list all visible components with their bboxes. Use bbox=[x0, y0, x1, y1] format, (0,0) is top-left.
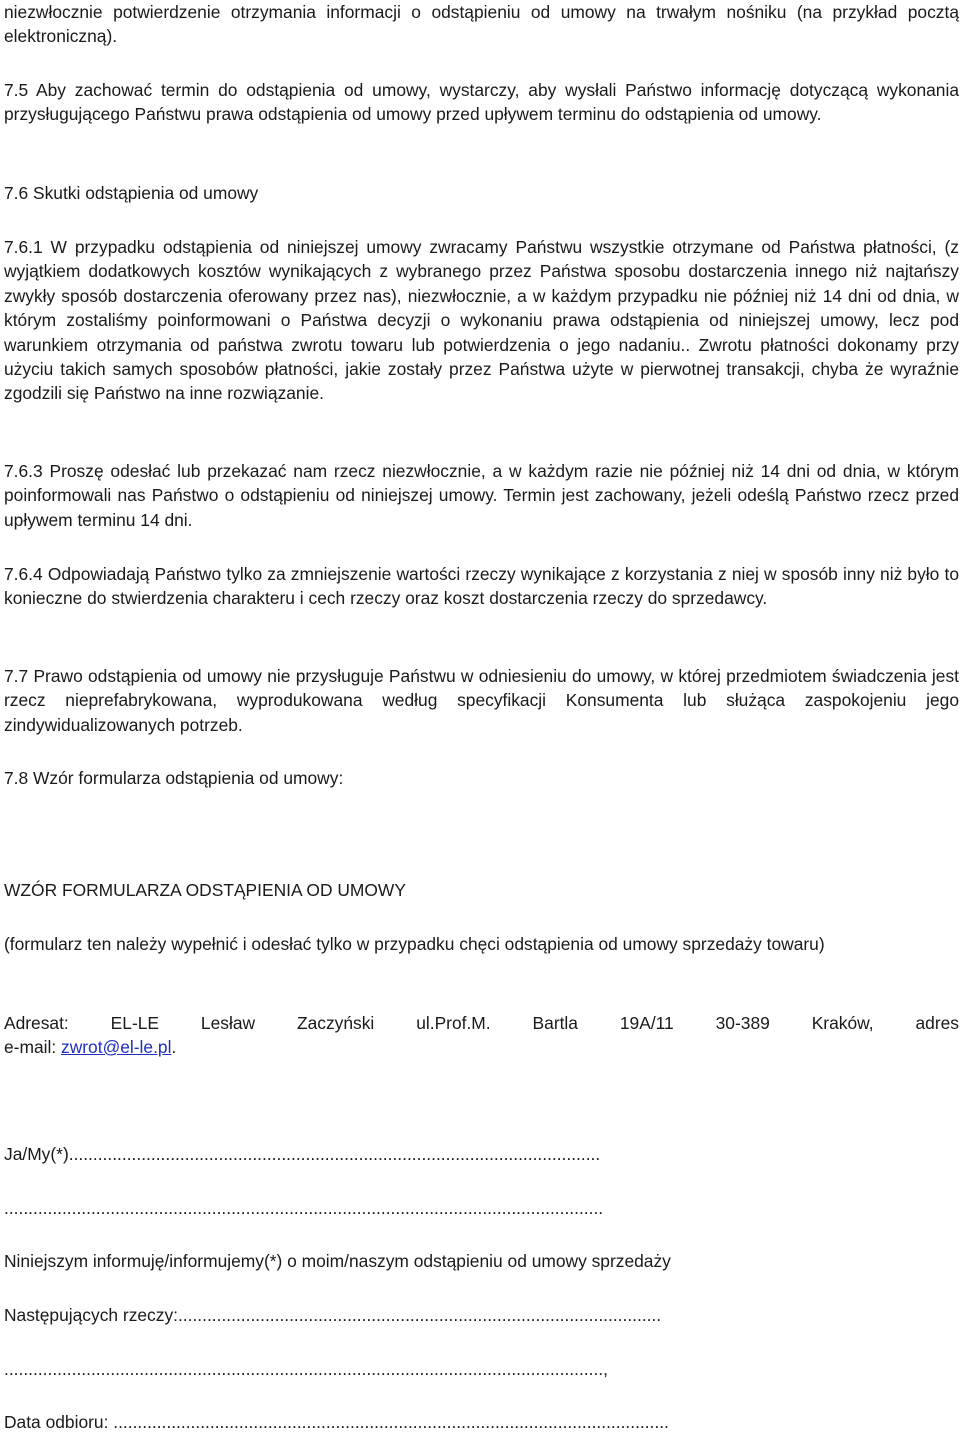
form-statement: Niniejszym informuję/informujemy(*) o moim/naszym odstąpieniu od umowy sprzedaży bbox=[4, 1251, 671, 1271]
paragraph-7-8: 7.8 Wzór formularza odstąpienia od umowy: bbox=[4, 768, 344, 788]
email-suffix: . bbox=[171, 1037, 177, 1057]
paragraph-7-6-1: 7.6.1 W przypadku odstąpienia od niniejszej umowy zwracamy Państwu wszystkie otrzymane od Państwa płatności, (z wyjątkiem dodatkowych kosztów wynikających z wybranego przez Państwa sposobu dostarczenia innego niż najtańszy zwykły sposób dostarczenia oferowany przez nas), niezwłocznie, a w każdym przypadku nie później niż 14 dni od dnia, w którym zostaliśmy poinformowani o Państwa decyzji o wykonaniu prawa odstąpienia od niniejszej umowy, lecz pod warunkiem otrzymania od państwa zwrotu towaru lub potwierdzenia o jego nadaniu.. Zwrotu płatności dokonamy przy użyciu takich samych sposobów płatności, jakie zostały przez Państwa użyte w pierwotnej transakcji, chyba że wyraźnie zgodzili się Państwo na inne rozwiązanie. bbox=[4, 237, 959, 404]
paragraph-7-6-4: 7.6.4 Odpowiadają Państwo tylko za zmniejszenie wartości rzeczy wynikające z korzystania z niej w sposób inny niż było to konieczne do stwierdzenia charakteru i cech rzeczy oraz koszt dostarczenia rzeczy do sprzedawcy. bbox=[4, 564, 959, 609]
section-heading-7-6: 7.6 Skutki odstąpienia od umowy bbox=[4, 183, 259, 203]
form-email-line bbox=[4, 1035, 176, 1059]
paragraph-intro: niezwłocznie potwierdzenie otrzymania informacji o odstąpieniu od umowy na trwałym nośniku (na przykład pocztą elektroniczną). bbox=[4, 2, 959, 47]
form-field-dots-2: ............................................................................................................................, bbox=[4, 1359, 608, 1379]
paragraph-7-7: 7.7 Prawo odstąpienia od umowy nie przysługuje Państwu w odniesieniu do umowy, w której przedmiotem świadczenia jest rzecz nieprefabrykowana, wyprodukowana według specyfikacji Konsumenta lub służąca zaspokojeniu jego zindywidualizowanych potrzeb. bbox=[4, 666, 959, 735]
form-field-data-odbioru: Data odbioru: ................................................................................................................... bbox=[4, 1412, 669, 1432]
form-field-dots-1: ............................................................................................................................ bbox=[4, 1198, 604, 1218]
form-field-rzeczy: Następujących rzeczy:.................................................................................................... bbox=[4, 1305, 662, 1325]
paragraph-7-5: 7.5 Aby zachować termin do odstąpienia od umowy, wystarczy, aby wysłali Państwo informację dotyczącą wykonania przysługującego Państwu prawa odstąpienia od umowy przed upływem terminu do odstąpienia od umowy. bbox=[4, 80, 959, 125]
form-instruction: (formularz ten należy wypełnić i odesłać tylko w przypadku chęci odstąpienia od umowy sprzedaży towaru) bbox=[4, 934, 825, 954]
form-title: WZÓR FORMULARZA ODSTĄPIENIA OD UMOWY bbox=[4, 880, 406, 900]
paragraph-7-6-3: 7.6.3 Proszę odesłać lub przekazać nam rzecz niezwłocznie, a w każdym razie nie później niż 14 dni od dnia, w którym poinformowali nas Państwo o odstąpieniu od niniejszej umowy. Termin jest zachowany, jeżeli odeślą Państwo rzecz przed upływem terminu 14 dni. bbox=[4, 461, 959, 530]
form-address-line: Adresat: EL-LE Lesław Zaczyński ul.Prof.M. Bartla 19A/11 30-389 Kraków, adres bbox=[4, 1013, 959, 1033]
email-link[interactable]: zwrot@el-le.pl bbox=[61, 1037, 172, 1057]
email-prefix: e-mail: bbox=[4, 1037, 62, 1057]
form-field-ja-my: Ja/My(*).............................................................................................................. bbox=[4, 1144, 601, 1164]
